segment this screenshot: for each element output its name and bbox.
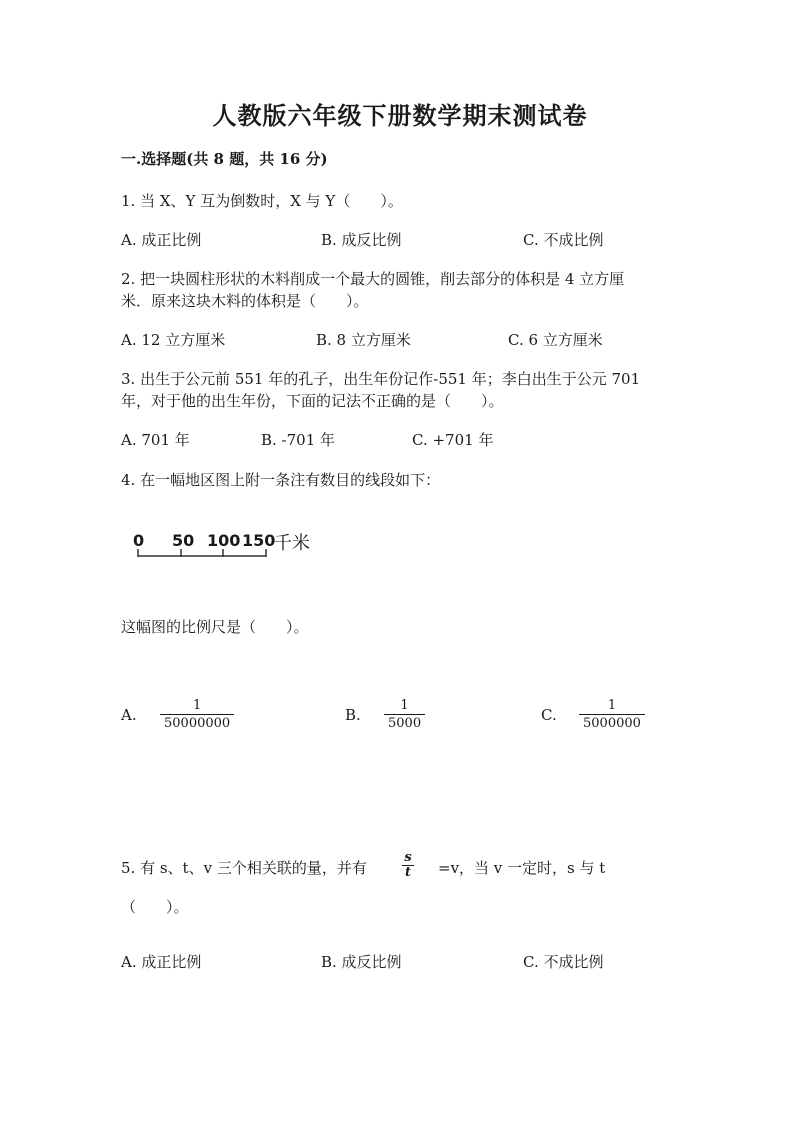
- question-4-stem: 4. 在一幅地区图上附一条注有数目的线段如下：: [121, 471, 441, 489]
- scale-line: [130, 548, 275, 564]
- question-1-option-a[interactable]: A. 成正比例: [121, 231, 202, 249]
- scale-label-100: 100: [207, 531, 241, 550]
- question-2-option-c[interactable]: C. 6 立方厘米: [508, 331, 603, 349]
- question-5-stem-after: =v，当 v 一定时，s 与 t: [438, 859, 606, 877]
- question-1-stem: 1. 当 X、Y 互为倒数时，X 与 Y（ ）。: [121, 192, 403, 210]
- question-5-option-c[interactable]: C. 不成比例: [523, 953, 604, 971]
- question-3-option-a[interactable]: A. 701 年: [121, 431, 190, 449]
- fraction-denominator: t: [402, 865, 414, 880]
- question-4-option-b-letter[interactable]: B.: [345, 706, 361, 724]
- question-4-option-b-fraction[interactable]: [384, 698, 425, 731]
- question-5-option-a[interactable]: A. 成正比例: [121, 953, 202, 971]
- question-4-option-a-fraction[interactable]: [160, 698, 234, 731]
- question-4-prompt: 这幅图的比例尺是（ ）。: [121, 618, 309, 636]
- question-5-stem-before: 5. 有 s、t、v 三个相关联的量，并有: [121, 859, 367, 877]
- question-2-stem-line1: 2. 把一块圆柱形状的木料削成一个最大的圆锥，削去部分的体积是 4 立方厘: [121, 270, 625, 288]
- scale-label-0: 0: [133, 531, 145, 550]
- fraction-numerator: s: [404, 850, 412, 865]
- fraction-numerator: 1: [607, 698, 617, 713]
- question-5-option-b[interactable]: B. 成反比例: [321, 953, 402, 971]
- question-5-stem-line2: （ ）。: [121, 898, 189, 916]
- fraction-denominator: 5000: [384, 714, 425, 732]
- question-2-option-a[interactable]: A. 12 立方厘米: [121, 331, 226, 349]
- section-heading: 一.选择题(共 8 题，共 16 分): [121, 150, 328, 168]
- fraction-denominator: 50000000: [160, 714, 234, 732]
- scale-unit: 千米: [274, 533, 310, 554]
- s-over-t-fraction: [402, 851, 414, 881]
- question-4-option-c-fraction[interactable]: [579, 698, 645, 731]
- fraction-numerator: 1: [400, 698, 409, 713]
- question-3-option-b[interactable]: B. -701 年: [261, 431, 336, 449]
- scale-label-150: 150: [242, 531, 276, 550]
- question-4-option-c-letter[interactable]: C.: [541, 706, 557, 724]
- question-3-stem-line1: 3. 出生于公元前 551 年的孔子，出生年份记作-551 年；李白出生于公元 701: [121, 370, 641, 388]
- question-4-option-a-letter[interactable]: A.: [121, 706, 137, 724]
- fraction-numerator: 1: [192, 698, 202, 713]
- page-title: 人教版六年级下册数学期末测试卷: [212, 101, 588, 130]
- question-1-option-c[interactable]: C. 不成比例: [523, 231, 604, 249]
- question-2-option-b[interactable]: B. 8 立方厘米: [316, 331, 411, 349]
- question-2-stem-line2: 米．原来这块木料的体积是（ ）。: [121, 292, 369, 310]
- question-3-stem-line2: 年，对于他的出生年份，下面的记法不正确的是（ ）。: [121, 392, 504, 410]
- question-1-option-b[interactable]: B. 成反比例: [321, 231, 402, 249]
- question-3-option-c[interactable]: C. +701 年: [412, 431, 494, 449]
- scale-label-50: 50: [172, 531, 195, 550]
- fraction-denominator: 5000000: [579, 714, 645, 732]
